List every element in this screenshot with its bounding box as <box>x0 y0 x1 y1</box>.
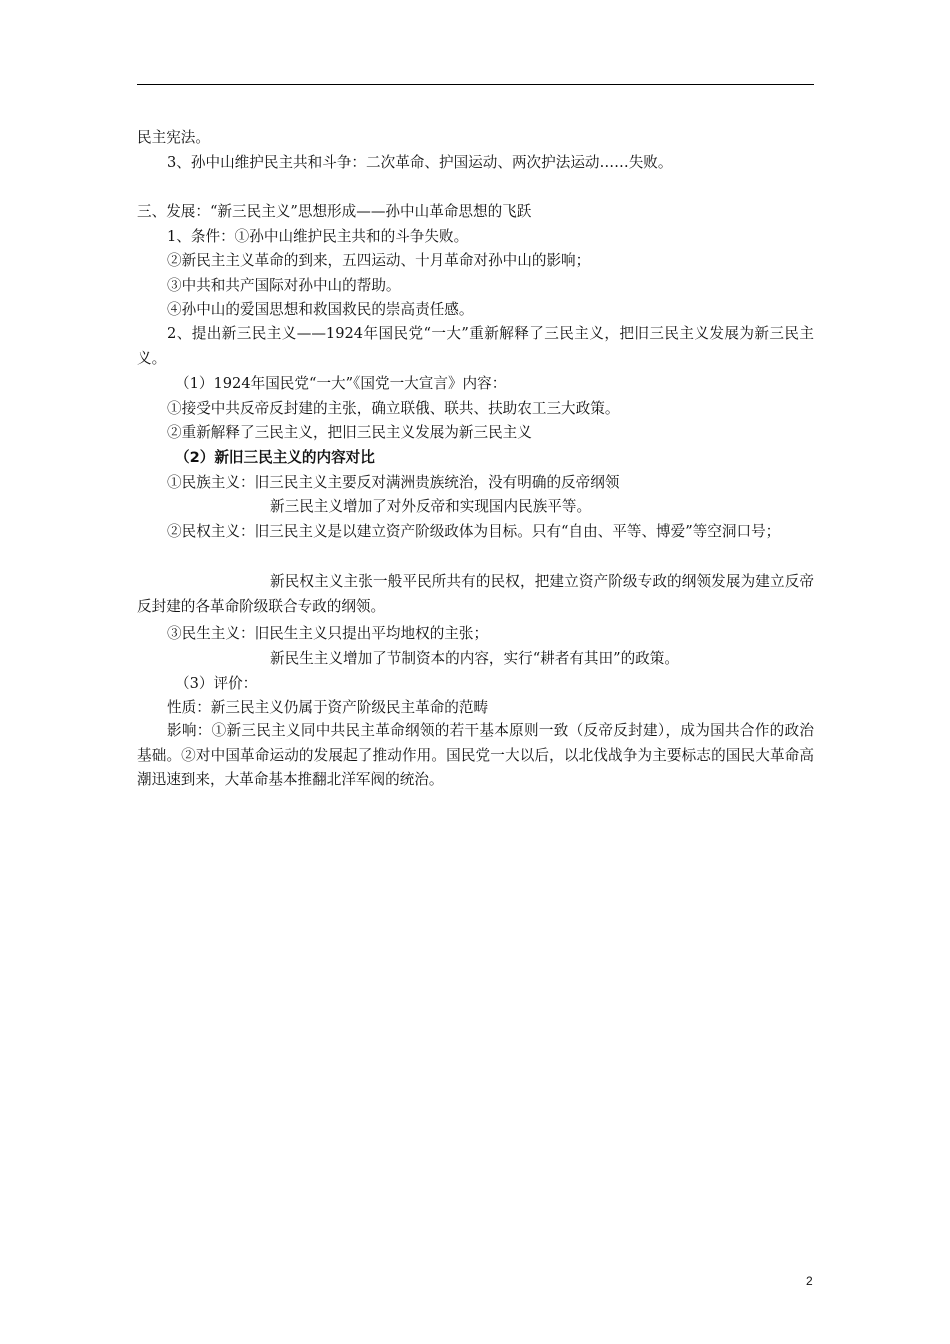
paragraph: 新民权主义主张一般平民所共有的民权，把建立资产阶级专政的纲领发展为建立反帝反封建的各革命阶级联合专政的纲领。 <box>137 573 814 615</box>
text-line: 性质：新三民主义仍属于资产阶级民主革命的范畴 <box>167 699 489 716</box>
text-line: ②新民主主义革命的到来，五四运动、十月革命对孙中山的影响； <box>167 252 591 269</box>
text-line: ①民族主义：旧三民主义主要反对满洲贵族统治，没有明确的反帝纲领 <box>167 474 620 491</box>
text-line: ③民生主义：旧民生主义只提出平均地权的主张； <box>167 625 489 642</box>
paragraph: 影响：①新三民主义同中共民主革命纲领的若干基本原则一致（反帝反封建），成为国共合作的政治基础。②对中国革命运动的发展起了推动作用。国民党一大以后，以北伐战争为主要标志的国民大革命高潮迅速到来，大革命基本推翻北洋军阀的统治。 <box>137 722 814 788</box>
text-line: 新三民主义增加了对外反帝和实现国内民族平等。 <box>270 498 592 515</box>
page-number: 2 <box>806 1274 813 1288</box>
text-line: ④孙中山的爱国思想和救国救民的崇高责任感。 <box>167 301 474 318</box>
text-line: ①接受中共反帝反封建的主张，确立联俄、联共、扶助农工三大政策。 <box>167 400 620 417</box>
text-line: 3、孙中山维护民主共和斗争：二次革命、护国运动、两次护法运动……失败。 <box>167 154 673 171</box>
text-line: ②重新解释了三民主义，把旧三民主义发展为新三民主义 <box>167 424 532 441</box>
text-line: ③中共和共产国际对孙中山的帮助。 <box>167 277 401 294</box>
text-line: （3）评价： <box>175 675 258 692</box>
paragraph: 2、提出新三民主义——1924年国民党“一大”重新解释了三民主义，把旧三民主义发展为新三民主义。 <box>137 325 814 367</box>
text-line: 民主宪法。 <box>137 129 210 146</box>
text-line: （1）1924年国民党“一大”《国党一大宣言》内容： <box>175 375 507 392</box>
text-line: 1、条件：①孙中山维护民主共和的斗争失败。 <box>167 228 469 245</box>
text-line: 新民生主义增加了节制资本的内容，实行“耕者有其田”的政策。 <box>270 650 679 667</box>
header-rule <box>137 84 814 85</box>
section-heading: 三、发展：“新三民主义”思想形成——孙中山革命思想的飞跃 <box>137 203 532 220</box>
paragraph: ②民权主义：旧三民主义是以建立资产阶级政体为目标。只有“自由、平等、博爱”等空洞口号； <box>167 523 781 540</box>
subheading: （2）新旧三民主义的内容对比 <box>175 449 375 466</box>
